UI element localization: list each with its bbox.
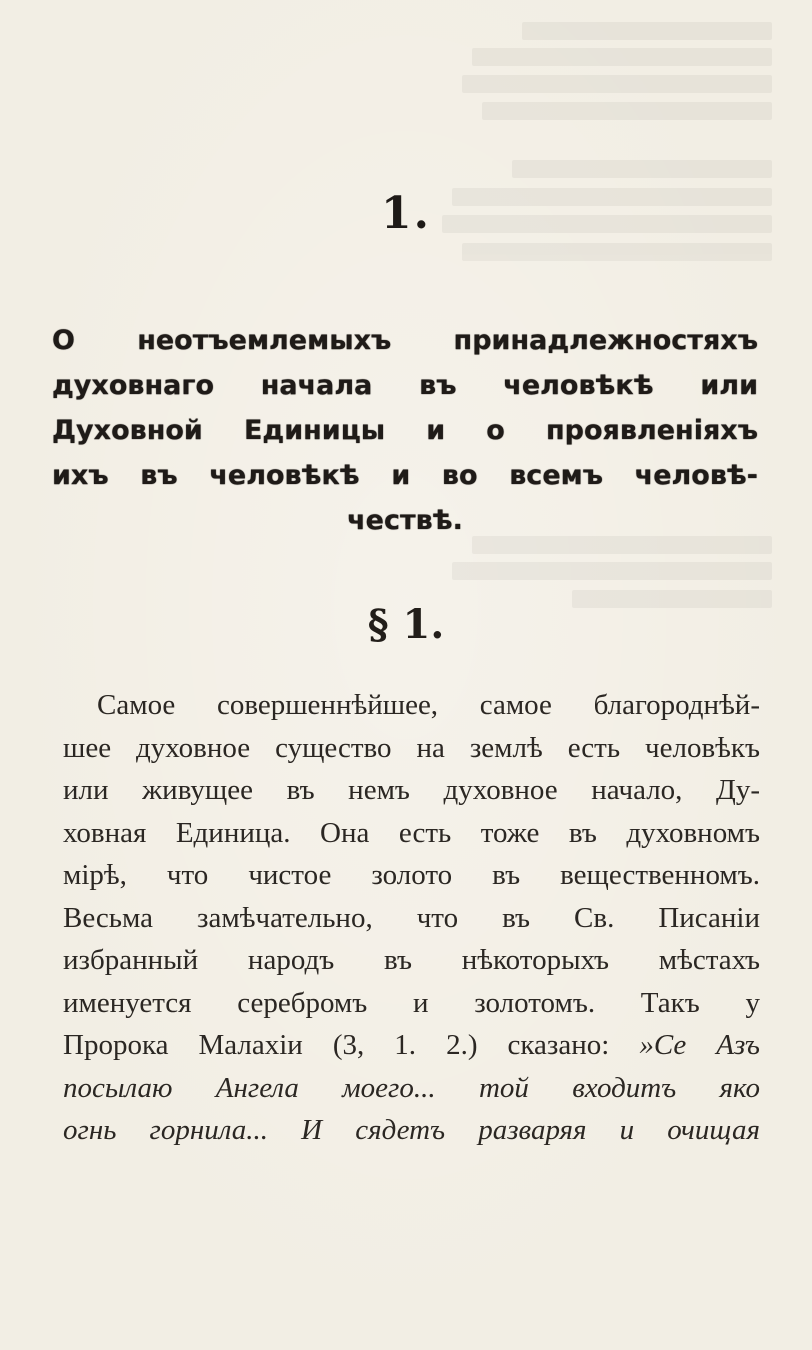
body-line-1: Самое совершеннѣйшее, самое благороднѣй-	[97, 689, 760, 721]
body-line-6: Весьма замѣчательно, что въ Св. Писаніи	[63, 901, 760, 934]
body-line-9	[63, 1024, 760, 1067]
body-line-4: ховная Единица. Она есть тоже въ духовномъ	[63, 816, 760, 849]
title-line-4: ихъ въ человѣкѣ и во всемъ человѣ-	[52, 460, 758, 491]
section-number: 1.	[381, 188, 431, 239]
paragraph-mark: § 1.	[367, 601, 445, 648]
body-line-9-italic: »Се Азъ	[639, 1029, 760, 1061]
title-line-3: Духовной Единицы и о проявленіяхъ	[52, 415, 758, 446]
chapter-title	[52, 318, 758, 543]
body-line-7: избранный народъ въ нѣкоторыхъ мѣстахъ	[63, 944, 760, 976]
body-line-11: огнь горнила... И сядетъ разваряя и очищая	[63, 1114, 760, 1146]
title-line-2: духовнаго начала въ человѣкѣ или	[52, 370, 758, 401]
body-text	[63, 684, 760, 1152]
body-line-5: мірѣ, что чистое золото въ вещественномъ.	[63, 859, 760, 891]
body-line-3: или живущее въ немъ духовное начало, Ду-	[63, 774, 760, 806]
body-line-2: шее духовное существо на землѣ есть человѣкъ	[63, 731, 760, 764]
title-line-1: О неотъемлемыхъ принадлежностяхъ	[52, 325, 758, 356]
body-line-10: посылаю Ангела моего... той входитъ яко	[63, 1071, 760, 1104]
body-line-9-regular: Пророка Малахіи (3, 1. 2.) сказано:	[63, 1029, 640, 1061]
title-line-5: чествѣ.	[347, 505, 463, 536]
body-line-8: именуется серебромъ и золотомъ. Такъ у	[63, 986, 760, 1019]
